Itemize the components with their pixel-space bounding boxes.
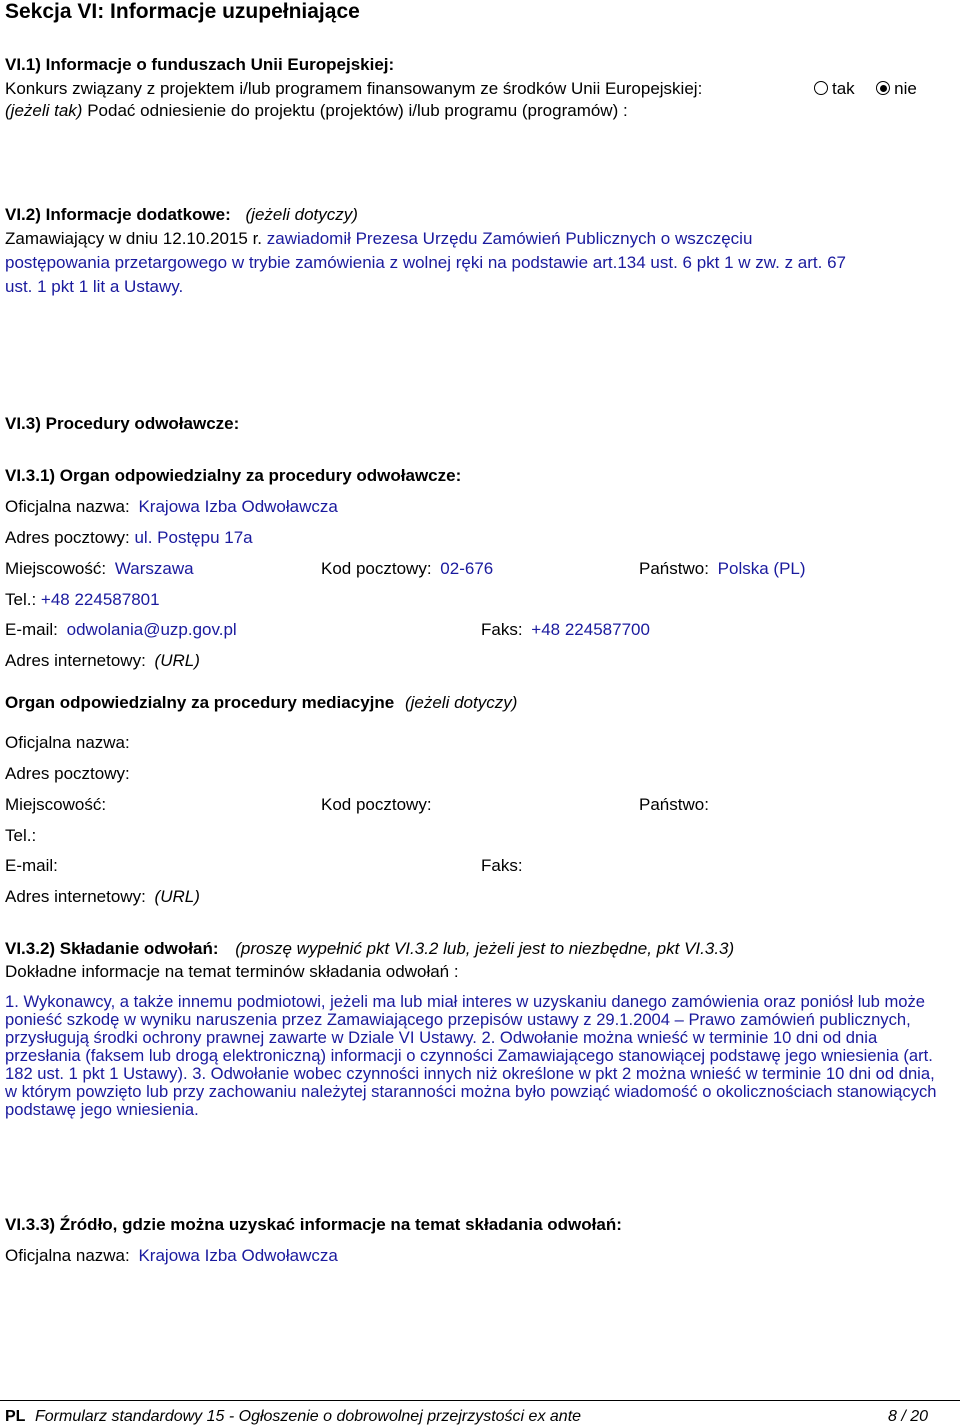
address-label: Adres pocztowy: (5, 528, 130, 547)
vi2-heading-note: (jeżeli dotyczy) (245, 205, 358, 224)
footer-page-number: 8 / 20 (887, 1408, 928, 1425)
kio-address (5, 528, 253, 548)
vi2-text-line1 (5, 229, 752, 249)
vi32-heading-note: (proszę wypełnić pkt VI.3.2 lub, jeżeli jest to niezbędne, pkt VI.3.3) (235, 939, 735, 958)
vi2-text-line2: postępowania przetargowego w trybie zamówienia z wolnej ręki na podstawie art.134 ust. 6 pkt 1 w zw. z art. 67 (5, 253, 846, 272)
appeal-deadlines-text: 1. Wykonawcy, a także innemu podmiotowi, jeżeli ma lub miał interes w uzyskaniu danego zamówienia oraz poniósł lub może ponieść szkodę w wyniku naruszenia przez Zamawiającego przepisów ustawy z 29.1.2004 – Prawo zamówień publicznych, przysługują środki ochrony prawnej zawarte w Dziale VI Ustawy. 2. Odwołanie można wnieść w terminie 10 dni od dnia przesłania (faksem lub drogą elektroniczną) informacji o czynności Zamawiającego stanowiącej podstawę jego wniesienia (art. 182 ust. 1 pkt 1 Ustawy). 3. Odwołanie wobec czynności innych niż określone w pkt 2 można wnieść w terminie 10 dni od dnia, w którym powzięto lub przy zachowaniu należytej staranności można było powziąć wiadomość o okolicznościach stanowiących podstawę jego wniesienia. (5, 992, 937, 1119)
tel-label: Tel.: (5, 590, 37, 609)
kio-postcode (321, 559, 493, 579)
vi2-text-blue: zawiadomił Prezesa Urzędu Zamówień Publicznych o wszczęciu (266, 229, 753, 248)
fax-label: Faks: (481, 620, 523, 639)
radio-nie-label: nie (894, 79, 917, 98)
vi32-intro: Dokładne informacje na temat terminów składania odwołań : (5, 962, 459, 981)
mediation-official-name-label: Oficjalna nazwa: (5, 733, 130, 752)
postcode-value: 02-676 (440, 559, 494, 578)
mediation-email-label: E-mail: (5, 856, 58, 875)
vi3-heading: VI.3) Procedury odwoławcze: (5, 414, 240, 433)
vi32-heading: VI.3.2) Składanie odwołań: (5, 939, 219, 958)
footer-divider (0, 1400, 960, 1401)
kio-email (5, 620, 237, 640)
radio-nie[interactable] (876, 79, 917, 98)
web-url-note: (URL) (154, 651, 200, 670)
vi2-heading: VI.2) Informacje dodatkowe: (5, 205, 231, 224)
postcode-label: Kod pocztowy: (321, 559, 432, 578)
mediation-web-url-note: (URL) (154, 887, 200, 906)
kio-country (639, 559, 806, 579)
fax-value: +48 224587700 (531, 620, 650, 639)
city-value: Warszawa (114, 559, 194, 578)
mediation-web (5, 887, 200, 907)
country-value: Polska (PL) (717, 559, 806, 578)
mediation-fax-label: Faks: (481, 856, 523, 875)
section-title: Sekcja VI: Informacje uzupełniające (5, 0, 360, 23)
mediation-country-label: Państwo: (639, 795, 709, 814)
vi33-heading: VI.3.3) Źródło, gdzie można uzyskać informacje na temat składania odwołań: (5, 1215, 622, 1234)
radio-tak-circle[interactable] (814, 81, 828, 95)
vi2-heading-line (5, 205, 358, 225)
eu-funds-radio-group (814, 79, 917, 99)
country-label: Państwo: (639, 559, 709, 578)
radio-tak-label: tak (832, 79, 855, 98)
vi33-official-name (5, 1246, 338, 1266)
email-label: E-mail: (5, 620, 58, 639)
kio-city (5, 559, 194, 579)
official-name-value: Krajowa Izba Odwoławcza (138, 497, 338, 516)
vi2-text-black: Zamawiający w dniu 12.10.2015 r. (5, 229, 263, 248)
kio-fax (481, 620, 650, 640)
vi33-official-name-value: Krajowa Izba Odwoławcza (138, 1246, 338, 1265)
web-label: Adres internetowy: (5, 651, 146, 670)
mediation-web-label: Adres internetowy: (5, 887, 146, 906)
mediation-heading-line (5, 693, 517, 713)
official-name-label: Oficjalna nazwa: (5, 497, 130, 516)
vi32-heading-line (5, 939, 734, 959)
mediation-address-label: Adres pocztowy: (5, 764, 130, 783)
kio-official-name (5, 497, 338, 517)
footer-lang: PL (5, 1408, 26, 1425)
radio-tak[interactable] (814, 79, 855, 98)
kio-tel (5, 590, 160, 610)
mediation-postcode-label: Kod pocztowy: (321, 795, 432, 814)
email-value[interactable]: odwolania@uzp.gov.pl (66, 620, 237, 639)
vi1-heading: VI.1) Informacje o funduszach Unii Europejskiej: (5, 55, 395, 74)
mediation-heading: Organ odpowiedzialny za procedury mediacyjne (5, 693, 395, 712)
kio-web (5, 651, 200, 671)
mediation-heading-note: (jeżeli dotyczy) (404, 693, 518, 712)
project-reference-line (5, 101, 628, 121)
footer-form-title: Formularz standardowy 15 - Ogłoszenie o dobrowolnej przejrzystości ex ante (35, 1408, 582, 1425)
vi2-text-line3: ust. 1 pkt 1 lit a Ustawy. (5, 277, 184, 296)
eu-funds-question: Konkurs związany z projektem i/lub programem finansowanym ze środków Unii Europejskiej: (5, 79, 703, 98)
if-yes-note: (jeżeli tak) (5, 101, 83, 120)
vi33-official-name-label: Oficjalna nazwa: (5, 1246, 130, 1265)
city-label: Miejscowość: (5, 559, 107, 578)
project-reference-label: Podać odniesienie do projektu (projektów) i/lub programu (programów) : (87, 101, 628, 120)
mediation-tel-label: Tel.: (5, 826, 37, 845)
vi31-heading: VI.3.1) Organ odpowiedzialny za procedury odwoławcze: (5, 466, 462, 485)
mediation-city-label: Miejscowość: (5, 795, 107, 814)
tel-value: +48 224587801 (40, 590, 160, 609)
radio-nie-circle[interactable] (876, 81, 890, 95)
address-value: ul. Postępu 17a (134, 528, 253, 547)
